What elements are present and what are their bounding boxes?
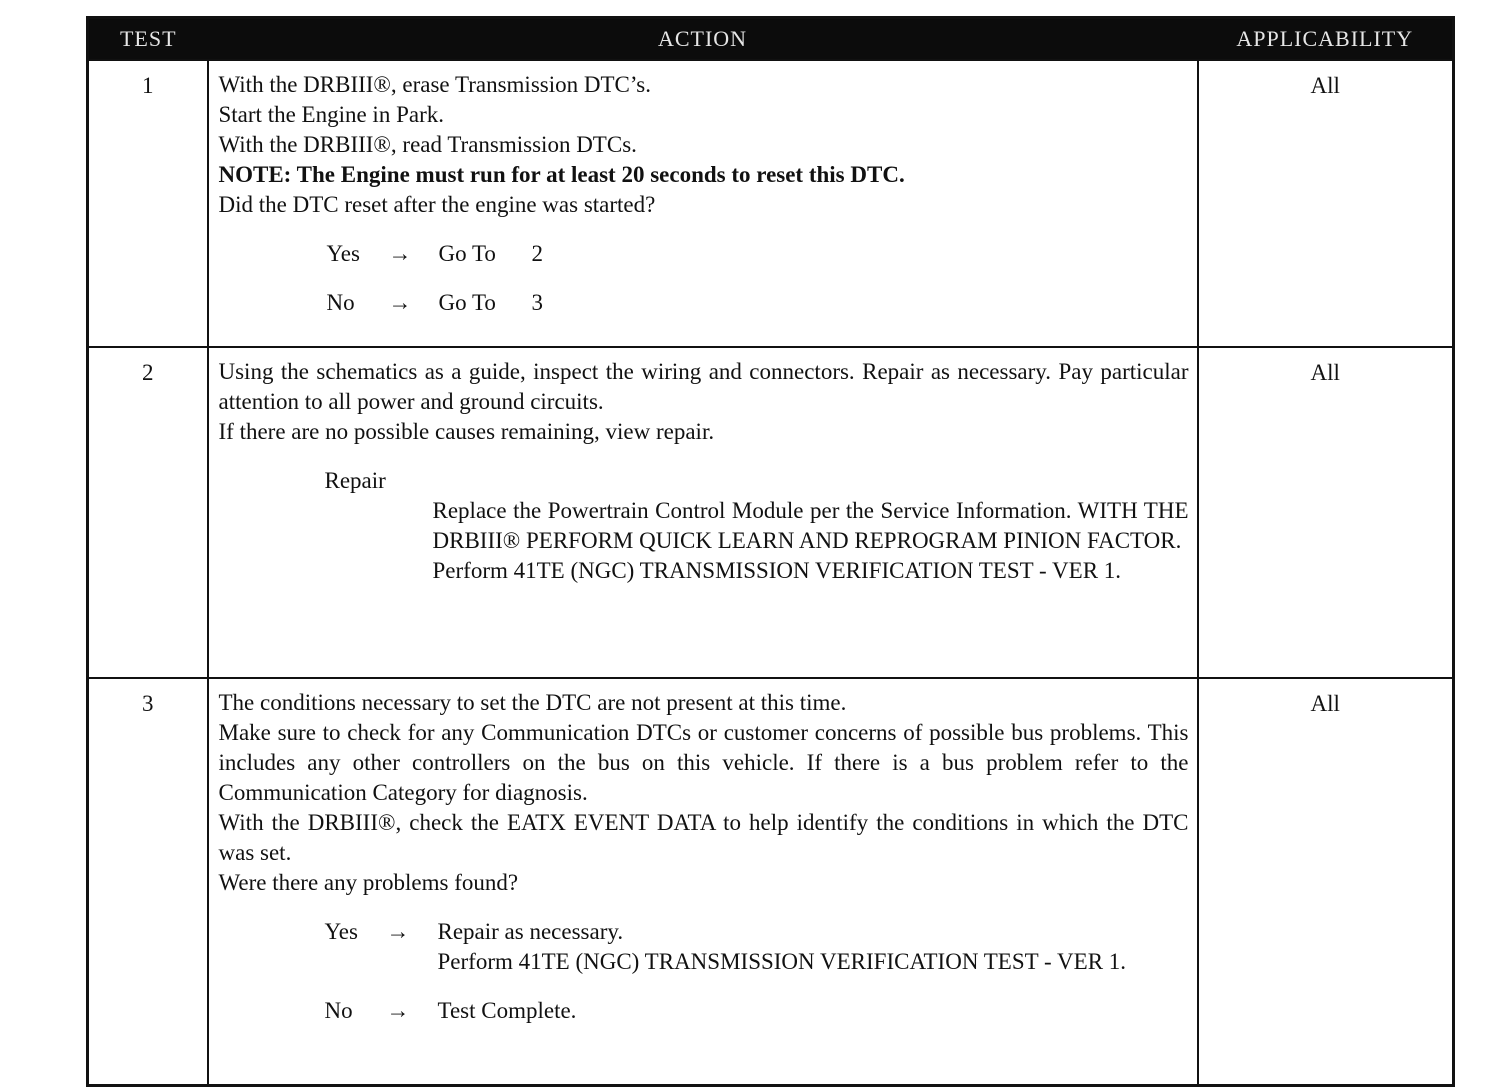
applicability-value: All — [1198, 60, 1454, 347]
table-header-row — [88, 18, 1454, 61]
branch-label: No — [326, 290, 355, 315]
answer-no — [219, 996, 1189, 1026]
test-number: 2 — [88, 347, 208, 678]
action-question: Were there any problems found? — [218, 870, 519, 895]
action-line: If there are no possible causes remaining, view repair. — [218, 419, 715, 444]
applicability-value: All — [1198, 347, 1454, 678]
arrow-right-icon: → — [386, 998, 410, 1023]
branch-yes — [219, 239, 1189, 269]
action-cell — [208, 60, 1198, 347]
branch-target: 2 — [531, 241, 543, 266]
arrow-right-icon: → — [388, 241, 412, 266]
header-action: ACTION — [208, 18, 1198, 61]
branch-no — [219, 288, 1189, 318]
action-line: The conditions necessary to set the DTC are not present at this time. — [218, 690, 847, 715]
arrow-right-icon: → — [388, 290, 412, 315]
header-test: TEST — [88, 18, 208, 61]
answer-label: Yes — [324, 919, 358, 944]
action-cell — [208, 678, 1198, 1086]
action-line: Start the Engine in Park. — [218, 102, 444, 127]
branch-label: Yes — [326, 241, 360, 266]
table-row-test-2 — [88, 347, 1454, 678]
applicability-value: All — [1198, 678, 1454, 1086]
action-question: Did the DTC reset after the engine was started? — [218, 192, 656, 217]
action-note: NOTE: The Engine must run for at least 20 seconds to reset this DTC. — [218, 162, 905, 187]
answer-text: Test Complete. — [437, 998, 577, 1023]
answer-yes — [219, 917, 1189, 977]
branch-goto: Go To — [438, 241, 496, 266]
action-line: With the DRBIII®, erase Transmission DTC’s. — [218, 72, 651, 97]
action-cell — [208, 347, 1198, 678]
repair-verify: Perform 41TE (NGC) TRANSMISSION VERIFICATION TEST - VER 1. — [432, 558, 1122, 583]
repair-label: Repair — [324, 468, 386, 493]
table-row-test-3 — [88, 678, 1454, 1086]
action-paragraph: With the DRBIII®, check the EATX EVENT DATA to help identify the conditions in which the DTC was set. — [218, 810, 1189, 865]
test-number: 1 — [88, 60, 208, 347]
repair-text: Replace the Powertrain Control Module per the Service Information. WITH THE DRBIII® PERFORM QUICK LEARN AND REPROGRAM PINION FACTOR. — [432, 498, 1189, 553]
table-row-test-1 — [88, 60, 1454, 347]
branch-goto: Go To — [438, 290, 496, 315]
test-number: 3 — [88, 678, 208, 1086]
branch-target: 3 — [531, 290, 543, 315]
action-paragraph: Make sure to check for any Communication DTCs or customer concerns of possible bus problems. This includes any other controllers on the bus on this vehicle. If there is a bus problem refer to the Communication Category for diagnosis. — [218, 720, 1189, 805]
action-paragraph: Using the schematics as a guide, inspect the wiring and connectors. Repair as necessary. Pay particular attention to all power and ground circuits. — [218, 359, 1189, 414]
header-applicability: APPLICABILITY — [1198, 18, 1454, 61]
answer-verify: Perform 41TE (NGC) TRANSMISSION VERIFICATION TEST - VER 1. — [437, 949, 1127, 974]
diagnostic-test-table — [86, 16, 1455, 1087]
arrow-right-icon: → — [386, 919, 410, 944]
answer-text: Repair as necessary. — [437, 919, 624, 944]
answer-label: No — [324, 998, 353, 1023]
action-line: With the DRBIII®, read Transmission DTCs. — [218, 132, 637, 157]
